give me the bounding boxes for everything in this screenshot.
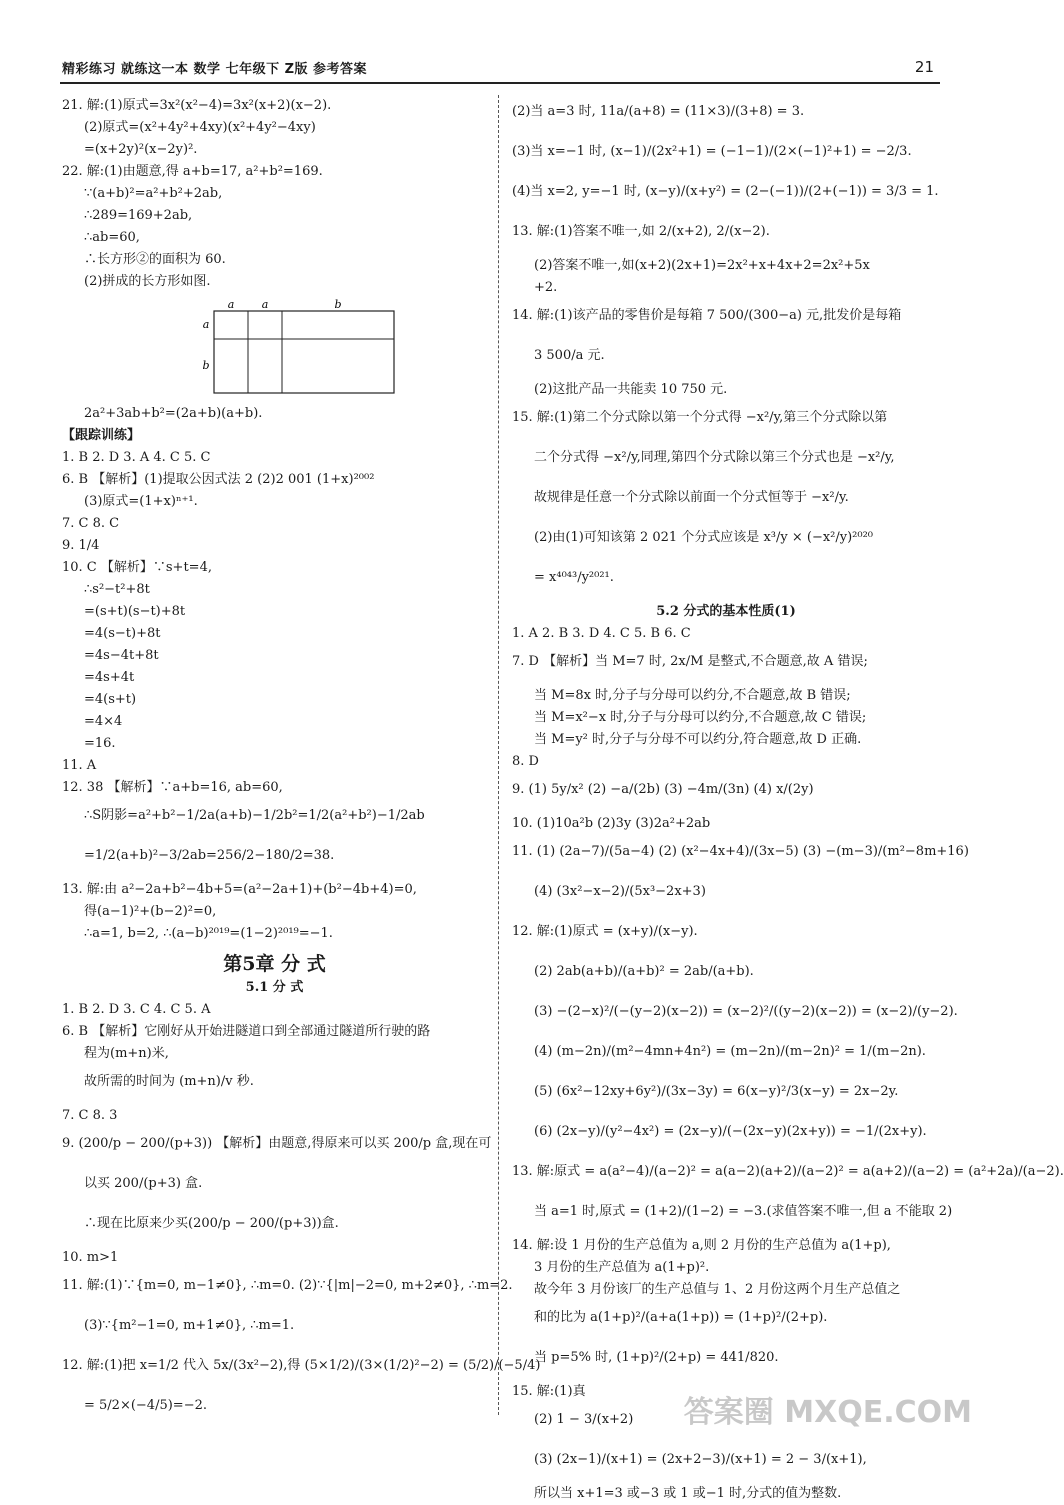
running-header: 精彩练习 就练这一本 数学 七年级下 Z版 参考答案	[62, 62, 368, 77]
answer-line: 7. C 8. C	[62, 516, 120, 531]
answer-line: 11. (1) (2a−7)/(5a−4) (2) (x²−4x+4)/(3x−5) (3) −(m−3)/(m²−8m+16)	[512, 844, 969, 859]
answer-line: (3)当 x=−1 时, (x−1)/(2x²+1) = (−1−1)/(2×(−1)²+1) = −2/3.	[512, 144, 912, 159]
answer-line: 2a²+3ab+b²=(2a+b)(a+b).	[84, 406, 263, 421]
diagram-top-label: a	[227, 298, 235, 311]
answer-line: (2)答案不唯一,如(x+2)(2x+1)=2x²+x+4x+2=2x²+5x	[534, 258, 870, 273]
answer-line: 14. 解:设 1 月份的生产总值为 a,则 2 月份的生产总值为 a(1+p),	[512, 1238, 891, 1253]
answer-line: 22. 解:(1)由题意,得 a+b=17, a²+b²=169.	[62, 164, 323, 179]
answer-line: 以买 200/(p+3) 盒.	[84, 1176, 203, 1191]
answer-line: 12. 38 【解析】∵a+b=16, ab=60,	[62, 780, 283, 795]
column-divider	[498, 95, 499, 1415]
right-column	[512, 95, 1064, 1505]
answer-line: 二个分式得 −x²/y,同理,第四个分式除以第三个分式也是 −x²/y,	[534, 450, 895, 465]
answer-line: (5) (6x²−12xy+6y²)/(3x−3y) = 6(x−y)²/3(x−y) = 2x−2y.	[534, 1084, 899, 1099]
watermark: 答案圈 MXQE.COM	[683, 1395, 972, 1430]
answer-line: 12. 解:(1)把 x=1/2 代入 5x/(3x²−2),得 (5×1/2)/(3×(1/2)²−2) = (5/2)/(−5/4)	[62, 1358, 541, 1373]
diagram-side-label: a	[202, 318, 210, 331]
answer-line: ∴a=1, b=2, ∴(a−b)²⁰¹⁹=(1−2)²⁰¹⁹=−1.	[84, 926, 333, 941]
answer-line: 6. B 【解析】(1)提取公因式法 2 (2)2 001 (1+x)²⁰⁰²	[62, 472, 375, 487]
answer-line: (2)原式=(x²+4y²+4xy)(x²+4y²−4xy)	[84, 120, 316, 135]
answer-line: (3)∵{m²−1=0, m+1≠0}, ∴m=1.	[84, 1318, 295, 1333]
answer-line: 12. 解:(1)原式 = (x+y)/(x−y).	[512, 924, 698, 939]
answer-line: 当 M=8x 时,分子与分母可以约分,不合题意,故 B 错误;	[534, 688, 851, 703]
answer-line: = x⁴⁰⁴³/y²⁰²¹.	[534, 570, 614, 585]
answer-line: (3) (2x−1)/(x+1) = (2x+2−3)/(x+1) = 2 − 3/(x+1),	[534, 1452, 867, 1467]
answer-line: ∴现在比原来少买(200/p − 200/(p+3))盒.	[84, 1216, 339, 1231]
answer-line: 9. 1/4	[62, 538, 100, 553]
answer-line: 10. (1)10a²b (2)3y (3)2a²+2ab	[512, 816, 711, 831]
answer-line: ∴s²−t²+8t	[84, 582, 150, 597]
answer-line: (2) 2ab(a+b)/(a+b)² = 2ab/(a+b).	[534, 964, 754, 979]
diagram-outer	[214, 311, 394, 393]
answer-line: 11. 解:(1)∵{m=0, m−1≠0}, ∴m=0. (2)∵{|m|−2=0, m+2≠0}, ∴m=2.	[62, 1278, 513, 1293]
answer-line: (2)由(1)可知该第 2 021 个分式应该是 x³/y × (−x²/y)²⁰²⁰	[534, 530, 874, 545]
answer-line: (2)拼成的长方形如图.	[84, 274, 211, 289]
answer-line: +2.	[534, 280, 558, 295]
answer-line: 当 M=y² 时,分子与分母不可以约分,符合题意,故 D 正确.	[534, 732, 862, 747]
answer-line: = 5/2×(−4/5)=−2.	[84, 1398, 207, 1413]
answer-line: 3 月份的生产总值为 a(1+p)².	[534, 1260, 710, 1275]
answer-line: 3 500/a 元.	[534, 348, 605, 363]
answer-line: (4)当 x=2, y=−1 时, (x−y)/(x+y²) = (2−(−1))/(2+(−1)) = 3/3 = 1.	[512, 184, 939, 199]
chapter-title: 第5章 分 式	[223, 953, 326, 975]
answer-line: 9. (1) 5y/x² (2) −a/(2b) (3) −4m/(3n) (4) x/(2y)	[512, 782, 814, 797]
answer-line: =(s+t)(s−t)+8t	[84, 604, 186, 619]
answer-line: 当 M=x²−x 时,分子与分母可以约分,不合题意,故 C 错误;	[534, 710, 867, 725]
answer-line: 1. A 2. B 3. D 4. C 5. B 6. C	[512, 626, 691, 641]
answer-line: 故所需的时间为 (m+n)/v 秒.	[84, 1074, 254, 1089]
answer-line: 故今年 3 月份该厂的生产总值与 1、2 月份这两个月生产总值之	[534, 1282, 901, 1297]
answer-line: (2) 1 − 3/(x+2)	[534, 1412, 634, 1427]
answer-line: 当 p=5% 时, (1+p)²/(2+p) = 441/820.	[534, 1350, 779, 1365]
answer-line: 7. C 8. 3	[62, 1108, 118, 1123]
answer-line: ∵(a+b)²=a²+b²+2ab,	[84, 186, 223, 201]
answer-line: (6) (2x−y)/(y²−4x²) = (2x−y)/(−(2x−y)(2x+y)) = −1/(2x+y).	[534, 1124, 927, 1139]
answer-line: =4s−4t+8t	[84, 648, 159, 663]
rectangle-diagram	[202, 299, 402, 397]
page-number: 21	[914, 58, 934, 76]
answer-line: 6. B 【解析】它刚好从开始进隧道口到全部通过隧道所行驶的路	[62, 1024, 431, 1039]
header-rule	[60, 82, 940, 84]
answer-line: 21. 解:(1)原式=3x²(x²−4)=3x²(x+2)(x−2).	[62, 98, 332, 113]
answer-line: (4) (3x²−x−2)/(5x³−2x+3)	[534, 884, 706, 899]
answer-line: (3) −(2−x)²/(−(y−2)(x−2)) = (x−2)²/((y−2)(x−2)) = (x−2)/(y−2).	[534, 1004, 958, 1019]
answer-line: =1/2(a+b)²−3/2ab=256/2−180/2=38.	[84, 848, 335, 863]
answer-line: 1. B 2. D 3. A 4. C 5. C	[62, 450, 211, 465]
section-title: 5.1 分 式	[245, 980, 304, 995]
answer-line: 14. 解:(1)该产品的零售价是每箱 7 500/(300−a) 元,批发价是每箱	[512, 308, 902, 323]
answer-line: 10. m>1	[62, 1250, 119, 1265]
answer-line: ∴长方形②的面积为 60.	[84, 252, 226, 267]
diagram-top-label: a	[261, 298, 269, 311]
answer-line: 13. 解:原式 = a(a²−4)/(a−2)² = a(a−2)(a+2)/(a−2)² = a(a+2)/(a−2) = (a²+2a)/(a−2).	[512, 1164, 1064, 1179]
answer-line: ∴289=169+2ab,	[84, 208, 193, 223]
answer-line: 13. 解:(1)答案不唯一,如 2/(x+2), 2/(x−2).	[512, 224, 770, 239]
diagram-side-label: b	[202, 359, 210, 372]
answer-line: =16.	[84, 736, 116, 751]
answer-line: =4(s+t)	[84, 692, 137, 707]
answer-line: =4×4	[84, 714, 123, 729]
answer-line: 所以当 x+1=3 或−3 或 1 或−1 时,分式的值为整数.	[534, 1486, 842, 1501]
answer-line: 【跟踪训练】	[62, 428, 141, 443]
answer-line: ∴ab=60,	[84, 230, 140, 245]
diagram-top-label: b	[334, 298, 342, 311]
answer-line: 和的比为 a(1+p)²/(a+a(1+p)) = (1+p)²/(2+p).	[534, 1310, 828, 1325]
answer-line: 得(a−1)²+(b−2)²=0,	[84, 904, 217, 919]
answer-line: 程为(m+n)米,	[84, 1046, 169, 1061]
answer-line: (3)原式=(1+x)ⁿ⁺¹.	[84, 494, 198, 509]
answer-line: =(x+2y)²(x−2y)².	[84, 142, 198, 157]
answer-line: (2)这批产品一共能卖 10 750 元.	[534, 382, 728, 397]
answer-line: 15. 解:(1)真	[512, 1384, 586, 1399]
answer-line: (2)当 a=3 时, 11a/(a+8) = (11×3)/(3+8) = 3.	[512, 104, 805, 119]
answer-line: 9. (200/p − 200/(p+3)) 【解析】由题意,得原来可以买 200/p 盒,现在可	[62, 1136, 492, 1151]
answer-line: =4s+4t	[84, 670, 135, 685]
answer-line: 11. A	[62, 758, 97, 773]
answer-line: 1. B 2. D 3. C 4. C 5. A	[62, 1002, 211, 1017]
answer-line: 7. D 【解析】当 M=7 时, 2x/M 是整式,不合题意,故 A 错误;	[512, 654, 868, 669]
answer-line: (4) (m−2n)/(m²−4mn+4n²) = (m−2n)/(m−2n)² = 1/(m−2n).	[534, 1044, 926, 1059]
answer-line: 13. 解:由 a²−2a+b²−4b+5=(a²−2a+1)+(b²−4b+4)=0,	[62, 882, 417, 897]
answer-line: =4(s−t)+8t	[84, 626, 161, 641]
answer-line: 8. D	[512, 754, 539, 769]
answer-line: 10. C 【解析】∵s+t=4,	[62, 560, 212, 575]
answer-line: 当 a=1 时,原式 = (1+2)/(1−2) = −3.(求值答案不唯一,但 a 不能取 2)	[534, 1204, 953, 1219]
answer-line: 15. 解:(1)第二个分式除以第一个分式得 −x²/y,第三个分式除以第	[512, 410, 888, 425]
answer-line: ∴S阴影=a²+b²−1/2a(a+b)−1/2b²=1/2(a²+b²)−1/2ab	[84, 808, 425, 823]
section-title: 5.2 分式的基本性质(1)	[656, 604, 796, 619]
answer-line: 故规律是任意一个分式除以前面一个分式恒等于 −x²/y.	[534, 490, 849, 505]
